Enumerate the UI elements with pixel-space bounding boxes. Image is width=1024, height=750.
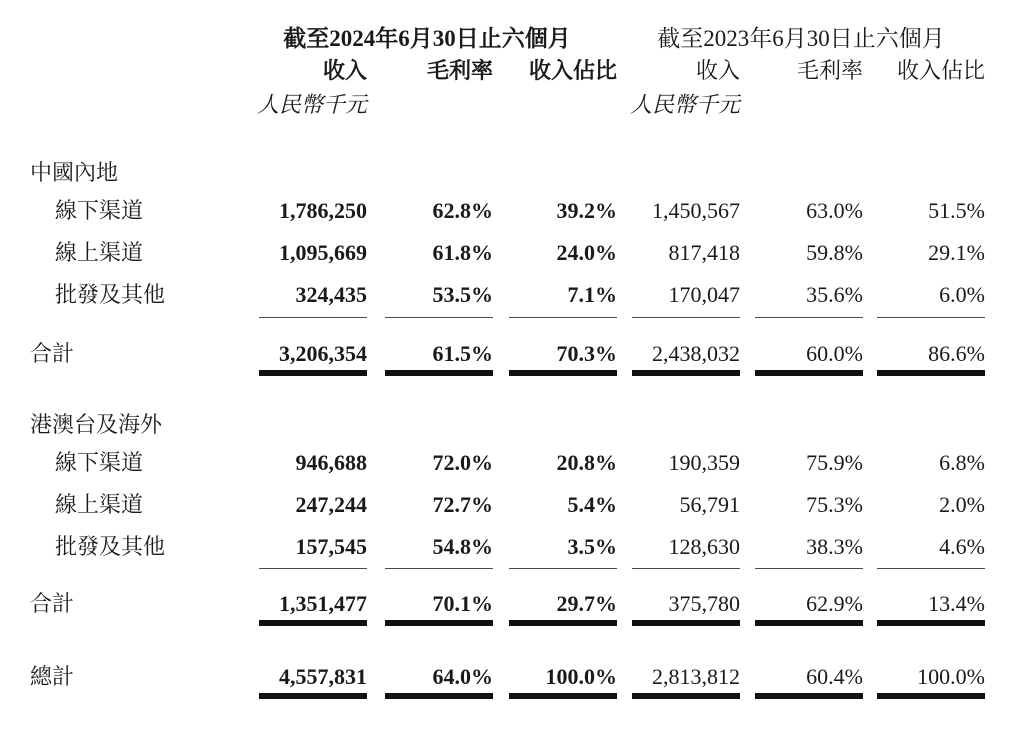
cell-margin-2024: 61.5%: [432, 341, 493, 366]
cell-share-2024: 29.7%: [556, 591, 617, 616]
table-row: [30, 492, 1024, 518]
cell-margin-2023: 60.0%: [806, 341, 863, 366]
single-rule: [632, 568, 740, 570]
table-row: [30, 198, 1024, 224]
cell-revenue-2024: 157,545: [295, 534, 367, 559]
cell-margin-2023: 35.6%: [806, 282, 863, 307]
double-rule: [385, 620, 493, 626]
grand-total-label: 總計: [30, 664, 75, 689]
cell-revenue-2024: 324,435: [295, 282, 367, 307]
cell-margin-2023: 63.0%: [806, 198, 863, 223]
cell-margin-2023: 38.3%: [806, 534, 863, 559]
table-row: [30, 534, 1024, 560]
cell-share-2024: 100.0%: [545, 664, 617, 689]
subtotal-label: 合計: [30, 591, 75, 616]
section-header-hmt-overseas: [30, 412, 1024, 438]
double-rule: [509, 370, 617, 376]
table-row: [30, 450, 1024, 476]
cell-share-2023: 29.1%: [928, 240, 985, 265]
row-label: 線上渠道: [55, 240, 144, 265]
cell-revenue-2024: 4,557,831: [279, 664, 367, 689]
cell-margin-2024: 54.8%: [432, 534, 493, 559]
section-header-label: 港澳台及海外: [30, 412, 163, 437]
double-rule: [632, 693, 740, 699]
period-header-row: [30, 24, 1024, 54]
cell-share-2024: 39.2%: [556, 198, 617, 223]
spacer: [30, 626, 1024, 664]
double-rule-row: [30, 693, 1024, 699]
cell-margin-2024: 61.8%: [432, 240, 493, 265]
cell-share-2024: 5.4%: [567, 492, 617, 517]
cell-margin-2024: 62.8%: [432, 198, 493, 223]
cell-share-2024: 7.1%: [567, 282, 617, 307]
table-row: [30, 240, 1024, 266]
double-rule: [755, 620, 863, 626]
single-rule: [877, 568, 985, 570]
double-rule: [259, 693, 367, 699]
col-header-margin-2023: 毛利率: [796, 58, 863, 83]
period-2023-title: 截至2023年6月30日止六個月: [657, 26, 945, 51]
cell-margin-2023: 75.3%: [806, 492, 863, 517]
subtotal-row: [30, 341, 1024, 367]
single-rule: [509, 568, 617, 570]
cell-share-2024: 3.5%: [567, 534, 617, 559]
col-header-share-2024: 收入佔比: [528, 58, 617, 83]
cell-share-2023: 13.4%: [928, 591, 985, 616]
subtotal-label: 合計: [30, 341, 75, 366]
row-label: 線下渠道: [55, 198, 144, 223]
single-rule: [385, 568, 493, 570]
section-header-label: 中國內地: [30, 160, 119, 185]
grand-total-row: [30, 664, 1024, 690]
single-rule: [259, 568, 367, 570]
single-rule-row: [30, 568, 1024, 570]
double-rule: [755, 370, 863, 376]
col-header-revenue-2023: 收入: [695, 58, 740, 83]
row-label: 線下渠道: [55, 450, 144, 475]
cell-share-2023: 86.6%: [928, 341, 985, 366]
row-label: 批發及其他: [55, 282, 166, 307]
cell-margin-2023: 62.9%: [806, 591, 863, 616]
double-rule: [509, 620, 617, 626]
column-header-row: [30, 54, 1024, 88]
unit-row: [30, 88, 1024, 122]
subtotal-row: [30, 591, 1024, 617]
single-rule-row: [30, 317, 1024, 319]
cell-revenue-2023: 2,438,032: [652, 341, 740, 366]
single-rule: [259, 317, 367, 319]
cell-share-2023: 100.0%: [917, 664, 985, 689]
cell-revenue-2023: 170,047: [668, 282, 740, 307]
cell-revenue-2023: 375,780: [668, 591, 740, 616]
cell-margin-2024: 72.7%: [432, 492, 493, 517]
section-header-mainland-china: [30, 160, 1024, 186]
cell-share-2023: 6.8%: [939, 450, 985, 475]
double-rule: [259, 620, 367, 626]
cell-margin-2024: 72.0%: [432, 450, 493, 475]
single-rule: [509, 317, 617, 319]
single-rule: [755, 568, 863, 570]
cell-revenue-2023: 128,630: [668, 534, 740, 559]
cell-revenue-2024: 1,786,250: [279, 198, 367, 223]
unit-label-2023: 人民幣千元: [629, 92, 740, 117]
cell-revenue-2023: 1,450,567: [652, 198, 740, 223]
cell-margin-2023: 60.4%: [806, 664, 863, 689]
cell-margin-2024: 70.1%: [432, 591, 493, 616]
double-rule: [877, 370, 985, 376]
cell-share-2024: 70.3%: [556, 341, 617, 366]
col-header-share-2023: 收入佔比: [896, 58, 985, 83]
double-rule: [877, 620, 985, 626]
cell-revenue-2024: 1,351,477: [279, 591, 367, 616]
spacer: [30, 376, 1024, 412]
unit-label-2024: 人民幣千元: [256, 92, 367, 117]
cell-share-2023: 2.0%: [939, 492, 985, 517]
double-rule: [385, 693, 493, 699]
cell-margin-2024: 53.5%: [432, 282, 493, 307]
cell-revenue-2023: 190,359: [668, 450, 740, 475]
cell-share-2023: 4.6%: [939, 534, 985, 559]
cell-margin-2023: 75.9%: [806, 450, 863, 475]
double-rule: [259, 370, 367, 376]
single-rule: [385, 317, 493, 319]
single-rule: [755, 317, 863, 319]
cell-margin-2023: 59.8%: [806, 240, 863, 265]
double-rule: [755, 693, 863, 699]
cell-revenue-2024: 3,206,354: [279, 341, 367, 366]
double-rule: [385, 370, 493, 376]
row-label: 線上渠道: [55, 492, 144, 517]
double-rule: [877, 693, 985, 699]
cell-margin-2024: 64.0%: [432, 664, 493, 689]
spacer: [30, 122, 1024, 160]
cell-share-2024: 24.0%: [556, 240, 617, 265]
cell-revenue-2023: 2,813,812: [652, 664, 740, 689]
cell-revenue-2024: 946,688: [295, 450, 367, 475]
single-rule: [877, 317, 985, 319]
col-header-revenue-2024: 收入: [322, 58, 367, 83]
cell-revenue-2023: 56,791: [679, 492, 740, 517]
cell-share-2024: 20.8%: [556, 450, 617, 475]
double-rule: [632, 370, 740, 376]
double-rule: [632, 620, 740, 626]
cell-revenue-2023: 817,418: [668, 240, 740, 265]
single-rule: [632, 317, 740, 319]
cell-revenue-2024: 1,095,669: [279, 240, 367, 265]
cell-share-2023: 6.0%: [939, 282, 985, 307]
table-row: [30, 282, 1024, 308]
col-header-margin-2024: 毛利率: [426, 58, 493, 83]
double-rule: [509, 693, 617, 699]
period-2024-title: 截至2024年6月30日止六個月: [283, 26, 571, 51]
row-label: 批發及其他: [55, 534, 166, 559]
cell-revenue-2024: 247,244: [295, 492, 367, 517]
cell-share-2023: 51.5%: [928, 198, 985, 223]
